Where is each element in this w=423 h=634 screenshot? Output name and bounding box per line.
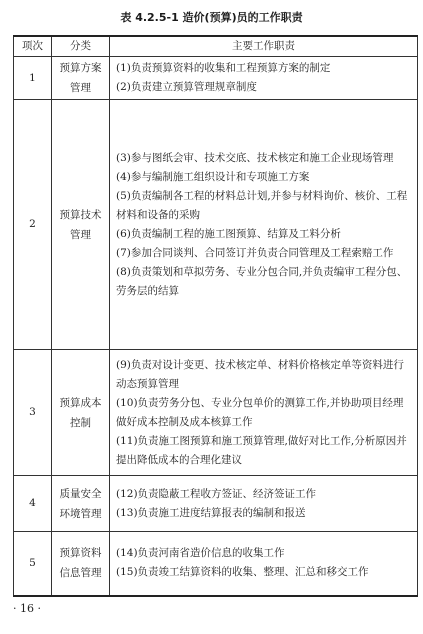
duty-item: (13)负责施工进度结算报表的编制和报送 bbox=[116, 506, 306, 519]
row-number: 1 bbox=[14, 57, 52, 100]
table-row bbox=[14, 532, 418, 596]
duty-item: (1)负责预算资料的收集和工程预算方案的制定 bbox=[116, 62, 331, 74]
row-duties bbox=[110, 57, 418, 100]
row-duties bbox=[110, 100, 418, 350]
header-category: 分类 bbox=[52, 36, 110, 57]
row-number: 2 bbox=[14, 100, 52, 350]
duty-item: (3)参与图纸会审、技术交底、技术核定和施工企业现场管理 bbox=[116, 151, 394, 164]
duty-item: (12)负责隐蔽工程收方签证、经济签证工作 bbox=[116, 487, 317, 500]
row-duties bbox=[110, 476, 418, 532]
row-category: 预算成本控制 bbox=[52, 350, 110, 476]
table-row bbox=[14, 100, 418, 350]
duty-item: (2)负责建立预算管理规章制度 bbox=[116, 81, 257, 93]
duty-item: (7)参加合同谈判、合同签订并负责合同管理及工程索赔工作 bbox=[116, 246, 394, 259]
header-item-no: 项次 bbox=[14, 36, 52, 57]
row-category: 预算方案管理 bbox=[52, 57, 110, 100]
page-number: · 16 · bbox=[13, 602, 41, 615]
duty-item: (4)参与编制施工组织设计和专项施工方案 bbox=[116, 170, 310, 183]
table-header-row bbox=[14, 36, 418, 57]
row-category: 预算资料信息管理 bbox=[52, 532, 110, 596]
duty-item: (14)负责河南省造价信息的收集工作 bbox=[116, 547, 285, 560]
duty-item: (10)负责劳务分包、专业分包单价的测算工作,并协助项目经理做好成本控制及成本核算工作 bbox=[116, 396, 404, 428]
header-duties: 主要工作职责 bbox=[110, 36, 418, 57]
row-duties bbox=[110, 532, 418, 596]
row-number: 5 bbox=[14, 532, 52, 596]
table-row bbox=[14, 476, 418, 532]
row-category: 预算技术管理 bbox=[52, 100, 110, 350]
duty-item: (6)负责编制工程的施工图预算、结算及工料分析 bbox=[116, 227, 341, 240]
duty-item: (11)负责施工图预算和施工预算管理,做好对比工作,分析原因并提出降低成本的合理化建议 bbox=[116, 434, 407, 466]
row-number: 4 bbox=[14, 476, 52, 532]
duty-item: (5)负责编制各工程的材料总计划,并参与材料询价、核价、工程材料和设备的采购 bbox=[116, 189, 408, 221]
table-row bbox=[14, 57, 418, 100]
row-number: 3 bbox=[14, 350, 52, 476]
table-row bbox=[14, 350, 418, 476]
duty-item: (9)负责对设计变更、技术核定单、材料价格核定单等资料进行动态预算管理 bbox=[116, 358, 404, 390]
duty-item: (8)负责策划和草拟劳务、专业分包合同,并负责编审工程分包、劳务层的结算 bbox=[116, 265, 408, 297]
table-title: 表 4.2.5-1 造价(预算)员的工作职责 bbox=[120, 11, 303, 24]
duty-item: (15)负责竣工结算资料的收集、整理、汇总和移交工作 bbox=[116, 566, 369, 579]
row-duties bbox=[110, 350, 418, 476]
row-category: 质量安全环境管理 bbox=[52, 476, 110, 532]
duties-table bbox=[13, 35, 418, 597]
